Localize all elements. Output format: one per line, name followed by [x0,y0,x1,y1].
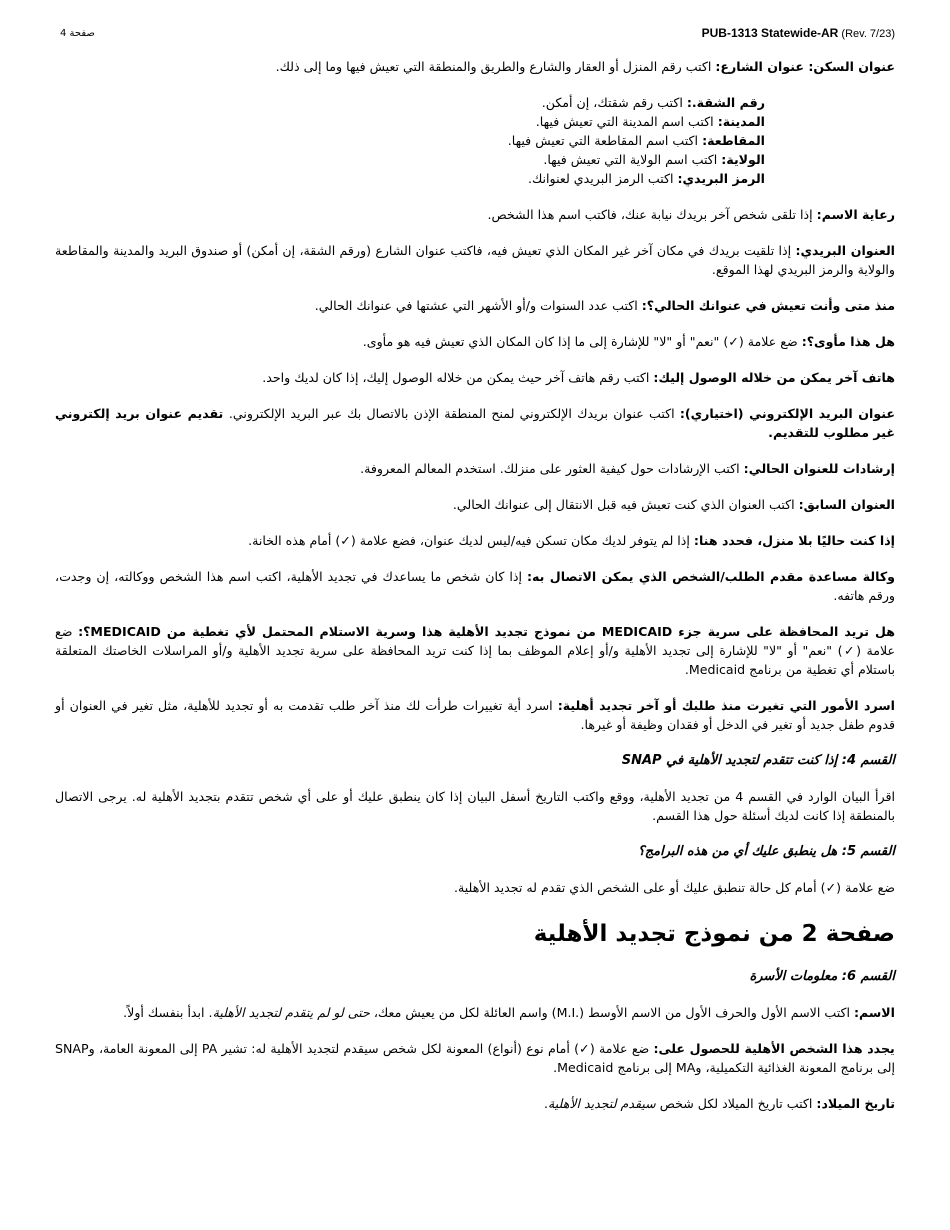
county-line [55,131,765,150]
section-4-text: اقرأ البيان الوارد في القسم 4 من تجديد الأهلية، ووقع واكتب التاريخ أسفل البيان إذا كان ينطبق عليك أو على أي شخص تتقدم بتجديد الأهلية له. يرجى الاتصال بالمنطقة إذا كانت لديك أسئلة حول هذا القسم. [55,789,895,823]
homeless-text-b: ) أمام هذه الخانة. [248,533,341,548]
checkmark-icon: ✓ [825,880,837,895]
city-text: اكتب اسم المدينة التي تعيش فيها. [535,114,718,129]
care-of-text: إذا تلقى شخص آخر بريدك نيابة عنك، فاكتب اسم هذا الشخص. [487,207,817,222]
dob-instruction [55,1094,895,1113]
agency-text: إذا كان شخص ما يساعدك في تجديد الأهلية، اكتب اسم هذا الشخص ووكالته، إن وجدت، ورقم هاتفه. [55,569,895,603]
email-label: عنوان البريد الإلكتروني (اختياري): [679,406,895,421]
checkmark-icon: ✓ [842,643,857,658]
shelter-text-a: ضع علامة ( [738,334,802,349]
previous-label: العنوان السابق: [798,497,895,512]
address-details-list [55,93,895,188]
section-5-heading: القسم 5: هل ينطبق عليك أي من هذه البرامج؟ [637,844,895,859]
zip-label: الرمز البريدي: [677,171,765,186]
dob-tail: . [543,1096,548,1111]
care-of-label: رعاية الاسم: [816,207,895,222]
state-text: اكتب اسم الولاية التي تعيش فيها. [543,152,722,167]
checkmark-icon: ✓ [340,533,351,548]
other-phone-label: هاتف آخر يمكن من خلاله الوصول إليك: [653,370,895,385]
page-header [58,26,895,44]
name-instruction [55,1003,895,1022]
apt-text: اكتب رقم شقتك، إن أمكن. [541,95,687,110]
shelter-instruction [55,332,895,351]
apt-label: رقم الشقة.: [686,95,765,110]
form-code: PUB-1313 Statewide-AR [701,26,839,40]
city-line [55,112,765,131]
renewing-label: يجدد هذا الشخص الأهلية للحصول على: [653,1041,895,1056]
other-phone-text: اكتب رقم هاتف آخر حيث يمكن من خلاله الوصول إليك، إذا كان لديك واحد. [262,370,654,385]
checkmark-icon: ✓ [728,334,739,349]
directions-instruction [55,459,895,478]
changes-text: اسرد أية تغييرات طرأت لك منذ آخر طلب تقدمت به أو تجديد للأهلية، مثل تغير في العنوان أو قدوم طفل جديد أو تغير في الدخل أو فقدان وظيفة أو غيرها. [55,698,895,732]
how-long-label: منذ متى وأنت تعيش في عنوانك الحالي؟: [641,298,895,313]
dob-text: اكتب تاريخ الميلاد لكل شخص [655,1096,817,1111]
mailing-address-instruction [55,241,895,279]
section-6-heading: القسم 6: معلومات الأسرة [749,969,895,984]
changes-instruction [55,696,895,734]
county-text: اكتب اسم المقاطعة التي تعيش فيها. [507,133,703,148]
how-long-instruction [55,296,895,315]
directions-label: إرشادات للعنوان الحالي: [743,461,895,476]
document-body [55,57,895,1130]
shelter-text-b: ) "نعم" أو "لا" للإشارة إلى ما إذا كان المكان الذي تعيش فيه هو مأوى. [362,334,729,349]
how-long-text: اكتب عدد السنوات و/أو الأشهر التي عشتها في عنوانك الحالي. [314,298,642,313]
medicaid-text-a: ضع علامة ( [55,624,896,658]
dob-label: تاريخ الميلاد: [816,1096,895,1111]
county-label: المقاطعة: [702,133,765,148]
renewing-programs-instruction [55,1039,895,1077]
dob-italic: سيقدم لتجديد الأهلية [548,1096,656,1111]
street-text: اكتب رقم المنزل أو العقار والشارع والطريق والمنطقة التي تعيش فيها وما إلى ذلك. [275,59,716,74]
name-text-a: اكتب الاسم الأول والحرف الأول من الاسم الأوسط (.M.I) واسم العائلة لكل من يعيش معك، [369,1005,854,1020]
homeless-text-a: إذا لم يتوفر لديك مكان تسكن فيه/ليس لديك عنوان، فضع علامة ( [350,533,694,548]
previous-text: اكتب العنوان الذي كنت تعيش فيه قبل الانتقال إلى عنوانك الحالي. [452,497,799,512]
agency-label: وكالة مساعدة مقدم الطلب/الشخص الذي يمكن الاتصال به: [526,569,895,584]
mailing-label: العنوان البريدي: [795,243,895,258]
other-phone-instruction [55,368,895,387]
renewing-text-a: ضع علامة ( [589,1041,654,1056]
page-number: صفحة 4 [60,28,95,39]
state-line [55,150,765,169]
directions-text: اكتب الإرشادات حول كيفية العثور على منزلك. استخدم المعالم المعروفة. [360,461,744,476]
city-label: المدينة: [717,114,765,129]
form-revision: (Rev. 7/23) [841,28,895,40]
care-of-instruction [55,205,895,224]
street-label: عنوان السكن: عنوان الشارع: [715,59,895,74]
section-5-text [55,878,895,897]
page-2-title: صفحة 2 من نموذج تجديد الأهلية [533,921,895,947]
name-label: الاسم: [854,1005,895,1020]
changes-label: اسرد الأمور التي تغيرت منذ طلبك أو آخر تجديد أهلية: [557,698,895,713]
agency-instruction [55,567,895,605]
name-text-b: . ابدأ بنفسك أولاً. [123,1005,213,1020]
zip-line [55,169,765,188]
medicaid-label: هل تريد المحافظة على سرية جزء MEDICAID من نموذج تجديد الأهلية هذا وسرية الاستلام المحتمل لأي تغطية من MEDICAID؟: [78,624,895,639]
section-5-text-b: ) أمام كل حالة تنطبق عليك أو على الشخص الذي تقدم له تجديد الأهلية. [454,880,826,895]
zip-text: اكتب الرمز البريدي لعنوانك. [527,171,678,186]
email-text: اكتب عنوان بريدك الإلكتروني لمنح المنطقة الإذن بالاتصال بك عبر البريد الإلكتروني. [228,406,680,421]
homeless-instruction [55,531,895,550]
medicaid-text-b: ) "نعم" أو "لا" للإشارة إلى تجديد الأهلية و/أو إعلام الموظف بما إذا كنت تريد المحافظة على سرية تجديد الأهلية و/أو المراسلات الخاصتك المتعلقة باستلام أي تغطية من برنامج Medicaid. [55,643,895,677]
form-id [702,26,895,40]
mailing-text: إذا تلقيت بريدك في مكان آخر غير المكان الذي تعيش فيه، فاكتب عنوان الشارع (ورقم الشقة، إن أمكن) أو صندوق البريد والمدينة والمقاطعة والولاية والرمز البريدي لهذا الموقع. [55,243,895,277]
section-5-text-a: ضع علامة ( [836,880,895,895]
email-note: تقديم عنوان بريد إلكتروني غير مطلوب للتقديم. [55,406,895,440]
name-italic: حتى لو لم يتقدم لتجديد الأهلية [212,1005,370,1020]
state-label: الولاية: [721,152,765,167]
homeless-label: إذا كنت حاليًا بلا منزل، فحدد هنا: [693,533,895,548]
section-4-heading: القسم 4: إذا كنت تتقدم لتجديد الأهلية في SNAP [621,753,895,768]
renewing-text-b: ) أمام نوع (أنواع) المعونة لكل شخص سيقدم لتجديد الأهلية له: تشير PA إلى المعونة العامة، وSNAP إلى برنامج المعونة الغذائية التكميلية، وMA إلى برنامج Medicaid. [55,1041,895,1075]
email-instruction [55,404,895,442]
apt-line [55,93,765,112]
street-address-instruction [55,57,895,76]
checkmark-icon: ✓ [579,1041,590,1056]
medicaid-confidentiality-instruction [55,622,895,679]
previous-address-instruction [55,495,895,514]
shelter-label: هل هذا مأوى؟: [801,334,895,349]
